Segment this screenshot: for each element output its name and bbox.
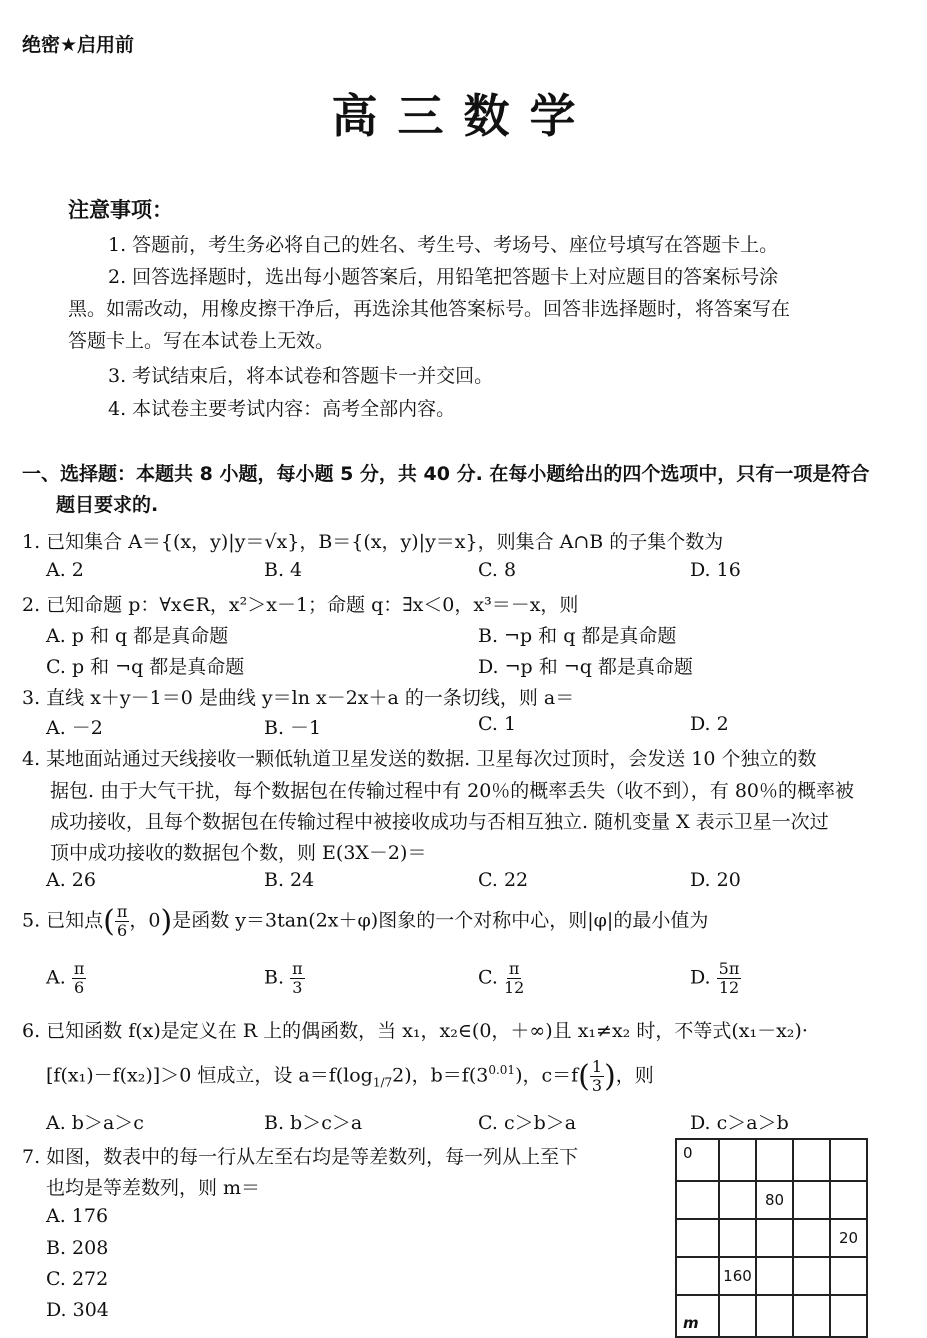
notice-heading: 注意事项： [68,198,173,222]
fraction-denominator: 6 [73,978,85,997]
q2-option-c: C. p 和 ¬q 都是真命题 [46,656,245,678]
table-row [676,1139,867,1181]
q3-option-d: D. 2 [690,713,729,735]
log-base: 1/7 [372,1075,393,1090]
table-cell [793,1219,830,1257]
section-heading: 一、选择题：本题共 8 小题，每小题 5 分，共 40 分. 在每小题给出的四个选项中，只有一项是符合 [22,463,870,485]
q6-part-b: 2)，b＝f(3 [392,1064,489,1087]
fraction-denominator: 6 [117,921,128,940]
table-cell [756,1139,793,1181]
table-cell [830,1257,867,1295]
confidential-label: 绝密★启用前 [22,34,135,56]
q5-option-a [46,960,86,997]
q5-option-d [690,960,741,997]
table-cell [756,1295,793,1337]
fraction-numerator: π [292,959,303,978]
q1-option-d: D. 16 [690,559,741,581]
question-4-line: 据包. 由于大气干扰，每个数据包在传输过程中有 20％的概率丢失（收不到），有 80％的概率被 [50,780,855,802]
q7-option-d: D. 304 [46,1299,109,1321]
fraction-numerator: π [508,959,520,978]
q1-option-b: B. 4 [264,559,303,581]
section-heading-cont: 题目要求的. [56,494,159,516]
fraction-numerator: 5π [718,959,740,978]
table-cell [756,1219,793,1257]
table-cell: m [676,1295,719,1337]
q1-option-c: C. 8 [478,559,517,581]
option-label: D. [690,966,711,989]
option-label: A. [46,966,66,989]
q1-option-a: A. 2 [46,559,84,581]
q3-option-c: C. 1 [478,713,517,735]
q4-option-c: C. 22 [478,869,529,891]
left-paren: ( [103,904,115,939]
one-third-fraction [590,1058,604,1095]
question-6-line: 6. 已知函数 f(x)是定义在 R 上的偶函数，当 x₁，x₂∈(0，＋∞)且 x₁≠x₂ 时，不等式(x₁－x₂)· [22,1020,808,1042]
q3-option-b: B. －1 [264,717,322,739]
question-4-line: 成功接收，且每个数据包在传输过程中被接收成功与否相互独立. 随机变量 X 表示卫星一次过 [50,811,829,833]
question-7-line: 7. 如图，数表中的每一行从左至右均是等差数列，每一列从上至下 [22,1146,579,1168]
q6-option-c: C. c＞b＞a [478,1112,577,1134]
q6-option-b: B. b＞c＞a [264,1112,363,1134]
fraction-numerator: 1 [591,1057,603,1076]
fraction-numerator: π [73,959,85,978]
table-cell: 0 [676,1139,719,1181]
q7-option-b: B. 208 [46,1237,109,1259]
table-row [676,1257,867,1295]
table-cell: 20 [830,1219,867,1257]
table-cell [676,1219,719,1257]
q4-option-b: B. 24 [264,869,315,891]
right-paren: ) [160,904,173,939]
notice-line: 4. 本试卷主要考试内容：高考全部内容。 [108,398,456,420]
table-cell: 80 [756,1181,793,1219]
question-6-line [46,1058,654,1095]
table-cell [830,1139,867,1181]
q4-option-d: D. 20 [690,869,741,891]
notice-line: 2. 回答选择题时，选出每小题答案后，用铅笔把答题卡上对应题目的答案标号涂 [108,266,779,288]
q3-option-a: A. －2 [46,717,103,739]
q4-option-a: A. 26 [46,869,96,891]
option-label: C. [478,966,498,989]
table-cell [676,1181,719,1219]
q2-option-b: B. ¬p 和 q 都是真命题 [478,625,677,647]
fraction-denominator: 3 [292,978,303,997]
q5-prefix: 5. 已知点 [22,909,104,932]
fraction-denominator: 3 [591,1076,603,1095]
table-cell [719,1139,756,1181]
table-cell [719,1219,756,1257]
fraction-denominator: 12 [718,978,740,997]
table-row [676,1295,867,1337]
table-cell [793,1295,830,1337]
fraction-numerator: π [116,902,128,921]
notice-line: 1. 答题前，考生务必将自己的姓名、考生号、考场号、座位号填写在答题卡上。 [108,234,779,256]
exponent: 0.01 [488,1063,516,1078]
page-title: 高三数学 [331,89,596,143]
notice-line: 答题卡上。写在本试卷上无效。 [68,330,335,352]
q6-part-c: )，c＝f [515,1064,579,1087]
q6-option-d: D. c＞a＞b [690,1112,789,1134]
table-cell: 160 [719,1257,756,1295]
q7-option-c: C. 272 [46,1268,109,1290]
q6-part-d: ，则 [615,1064,654,1087]
q6-part-a: [f(x₁)－f(x₂)]＞0 恒成立，设 a＝f(log [46,1064,373,1087]
table-cell [830,1295,867,1337]
q5-suffix: 是函数 y＝3tan(2x＋φ)图象的一个对称中心，则|φ|的最小值为 [172,909,709,932]
option-fraction [290,960,305,997]
q5-point-fraction [115,903,130,940]
q5-point-tail: ，0 [129,909,161,932]
question-7-line: 也均是等差数列，则 m＝ [46,1177,261,1199]
question-4-line: 4. 某地面站通过天线接收一颗低轨道卫星发送的数据. 卫星每次过顶时，会发送 10 个独立的数 [22,748,817,770]
number-table [675,1138,868,1338]
option-label: B. [264,966,285,989]
q2-option-a: A. p 和 q 都是真命题 [46,625,229,647]
right-paren: ) [604,1059,616,1094]
table-cell [719,1181,756,1219]
table-cell [793,1257,830,1295]
option-fraction [717,960,742,997]
question-1-stem: 1. 已知集合 A＝{(x，y)|y＝√x}，B＝{(x，y)|y＝x}，则集合 A∩B 的子集个数为 [22,531,724,553]
table-cell [830,1181,867,1219]
notice-line: 3. 考试结束后，将本试卷和答题卡一并交回。 [108,365,494,387]
table-row [676,1181,867,1219]
table-cell [793,1181,830,1219]
table-cell [756,1257,793,1295]
q5-option-b [264,960,305,997]
fraction-denominator: 12 [503,978,525,997]
table-cell [719,1295,756,1337]
question-3-stem: 3. 直线 x＋y－1＝0 是曲线 y＝ln x－2x＋a 的一条切线，则 a＝ [22,687,575,709]
option-fraction [72,960,87,997]
q2-option-d: D. ¬p 和 ¬q 都是真命题 [478,656,693,678]
question-4-line: 顶中成功接收的数据包个数，则 E(3X－2)＝ [50,842,427,864]
table-cell [676,1257,719,1295]
left-paren: ( [578,1059,590,1094]
option-fraction [504,960,524,997]
notice-line: 黑。如需改动，用橡皮擦干净后，再选涂其他答案标号。回答非选择题时，将答案写在 [68,298,791,320]
q6-option-a: A. b＞a＞c [46,1112,144,1134]
question-2-stem: 2. 已知命题 p：∀x∈R，x²＞x－1；命题 q：∃x＜0，x³＝－x，则 [22,594,579,616]
q7-option-a: A. 176 [46,1205,109,1227]
table-cell [793,1139,830,1181]
question-5-stem [22,903,708,940]
table-row [676,1219,867,1257]
q5-option-c [478,960,524,997]
